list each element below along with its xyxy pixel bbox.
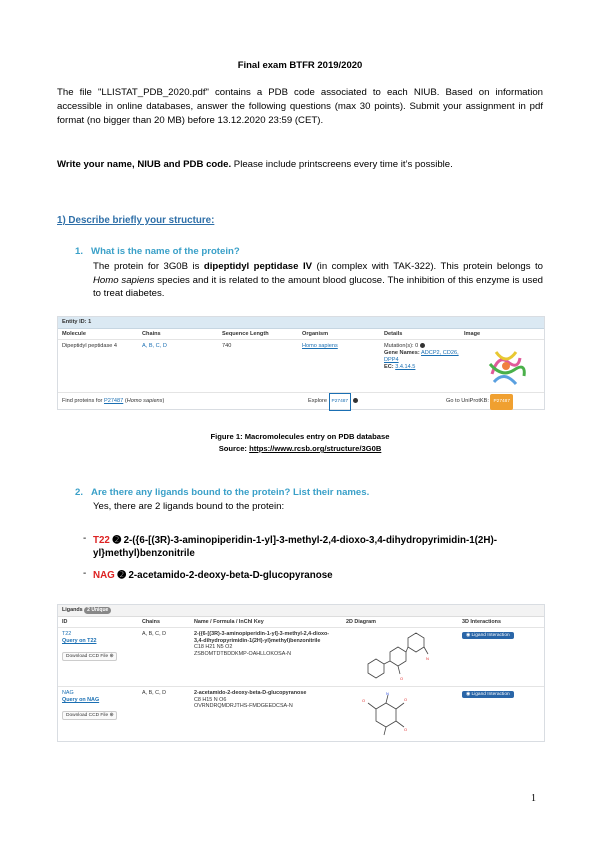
page-number: 1 — [531, 793, 536, 804]
ligand-table-header — [58, 605, 544, 617]
source-link[interactable]: https://www.rcsb.org/structure/3G0B — [249, 444, 382, 453]
arrow-icon: ➋ — [112, 535, 121, 546]
question-2 — [75, 487, 369, 498]
protein-ribbon-image — [490, 352, 524, 384]
molecule-structure — [368, 695, 404, 735]
info-icon[interactable] — [353, 398, 358, 403]
unique-badge: 2 Unique — [84, 607, 111, 614]
query-link[interactable]: Query on T22 — [62, 638, 97, 644]
col-id: ID — [62, 619, 68, 625]
button-label: Ligand Interaction — [471, 633, 510, 638]
col-details: Details — [384, 331, 403, 337]
entity-table-footer — [58, 393, 544, 409]
figure-1-source — [0, 444, 600, 453]
ligand-id[interactable]: T22 — [62, 631, 72, 637]
ec-link[interactable]: 3.4.14.5 — [395, 364, 416, 370]
arrow-icon: ➋ — [117, 570, 126, 581]
col-chains: Chains — [142, 619, 160, 625]
ligand-full-name: 2-acetamido-2-deoxy-beta-D-glucopyranose — [194, 690, 307, 696]
download-label: Download CCD File — [66, 654, 109, 659]
question-1-text: What is the name of the protein? — [91, 246, 240, 257]
ligand-full-name: 2-({6-[(3R)-3-aminopiperidin-1-yl]-3-methyl-2,4-dioxo-3,4-dihydropyrimidin-1(2H)-yl}methyl)benzonitrile — [194, 631, 330, 644]
answer-1-part-a: The protein for 3G0B is — [93, 261, 204, 272]
protein-structure-thumbnail[interactable] — [486, 344, 526, 388]
atom-label: O — [362, 698, 366, 703]
question-1-number: 1. — [75, 246, 84, 257]
atom-label: O — [404, 727, 408, 732]
ligand-table-screenshot — [57, 604, 545, 742]
ec-label: EC: — [384, 364, 394, 370]
mutation-text: Mutation(s): 0 — [384, 343, 419, 349]
ligand-chains: A, B, C, D — [142, 631, 166, 637]
ligand-chains: A, B, C, D — [142, 690, 166, 696]
instructions-bold: Write your name, NIUB and PDB code. — [57, 159, 232, 170]
explore — [308, 393, 358, 411]
answer-1-part-c: species and it is related to the amount blood glucose. The inhibition of this enzyme is used to treat diabetes. — [93, 274, 543, 299]
ligand-id-cell — [62, 690, 99, 704]
explore-label: Explore — [308, 398, 327, 404]
table-row — [58, 628, 544, 687]
explore-button[interactable]: P27487 — [329, 393, 352, 411]
section-heading: 1) Describe briefly your structure: — [57, 215, 215, 226]
uniprot-button[interactable]: P27487 — [490, 394, 513, 410]
question-2-text: Are there any ligands bound to the protein? List their names. — [91, 487, 370, 498]
ligand-id[interactable]: NAG — [62, 690, 74, 696]
col-2d: 2D Diagram — [346, 619, 376, 625]
question-2-number: 2. — [75, 487, 84, 498]
col-3d: 3D Interactions — [462, 619, 501, 625]
col-chains: Chains — [142, 331, 161, 337]
intro-paragraph: The file "LLISTAT_PDB_2020.pdf" contains a PDB code associated to each NIUB. Based on information accessible in online databases, answer the following questions (max 30 points). Submit your assignment in pdf format (no bigger than 20 MB) before 13.12.2020 23:59 (CET). — [57, 87, 543, 126]
go-to-uniprot-label: Go to UniProtKB: — [446, 398, 489, 404]
col-organism: Organism — [302, 331, 329, 337]
instructions-rest: Please include printscreens every time it’s possible. — [231, 159, 453, 170]
molecule-name: Dipeptidyl peptidase 4 — [62, 343, 118, 349]
button-label: Ligand Interaction — [471, 692, 510, 697]
answer-1-species: Homo sapiens — [93, 274, 155, 286]
answer-2: Yes, there are 2 ligands bound to the protein: — [93, 501, 285, 512]
ligand-item — [83, 568, 333, 582]
table-row — [58, 687, 544, 741]
query-link[interactable]: Query on NAG — [62, 697, 100, 703]
ligand-code: T22 — [93, 535, 110, 546]
ligand-item — [83, 533, 543, 560]
ligand-interaction-button[interactable]: ◉ Ligand Interaction — [462, 691, 514, 698]
entity-table-columns — [58, 329, 544, 340]
molecule-structure — [368, 633, 428, 678]
info-icon[interactable] — [420, 343, 425, 348]
entity-table-screenshot — [57, 316, 545, 410]
download-ccd-button[interactable]: Download CCD File ⊕ — [62, 652, 117, 661]
details-cell — [384, 343, 460, 371]
col-name: Name / Formula / InChI Key — [194, 619, 264, 625]
ligand-table-title: Ligands — [62, 607, 83, 613]
ligand-name: 2-({6-[(3R)-3-aminopiperidin-1-yl]-3-methyl-2,4-dioxo-3,4-dihydropyrimidin-1(2H)-yl}methyl)benzonitrile — [93, 535, 497, 559]
ligand-formula: C8 H15 N O6 — [194, 696, 227, 703]
col-image: Image — [464, 331, 481, 337]
download-ccd-button[interactable]: Download CCD File ⊕ — [62, 711, 117, 720]
ligand-name-cell — [194, 690, 334, 710]
col-molecule: Molecule — [62, 331, 86, 337]
footer-species: Homo sapiens — [126, 398, 163, 404]
answer-1-protein: dipeptidyl peptidase IV — [203, 261, 313, 272]
gene-names-links[interactable]: ADCP2, CD26, DPP4 — [384, 350, 459, 363]
question-1 — [75, 246, 240, 257]
nag-2d-diagram — [358, 689, 418, 739]
download-label: Download CCD File — [66, 713, 109, 718]
document-title: Final exam BTFR 2019/2020 — [237, 60, 363, 71]
atom-label: O — [400, 676, 404, 681]
col-length: Sequence Length — [222, 331, 269, 337]
ligand-name-cell — [194, 631, 334, 657]
organism-link[interactable]: Homo sapiens — [302, 343, 338, 349]
sequence-length: 740 — [222, 343, 232, 349]
t22-2d-diagram — [350, 630, 430, 684]
atom-label: N — [426, 656, 429, 661]
entity-row — [58, 340, 544, 393]
chains-link[interactable]: A, B, C, D — [142, 343, 167, 349]
ligand-interaction-button[interactable]: ◉ Ligand Interaction — [462, 632, 514, 639]
ligand-code: NAG — [93, 570, 115, 581]
entity-table-header: Entity ID: 1 — [58, 317, 544, 329]
instructions-paragraph — [57, 158, 543, 172]
ligand-inchi: ZSBOMTDTBDDKMP-OAHLLOKOSA-N — [194, 650, 292, 657]
ligand-inchi: OVRNDRQMDRJTHS-FMDGEEDCSA-N — [194, 703, 293, 709]
find-proteins-label: Find proteins for — [62, 398, 103, 404]
find-proteins: Find proteins for P27487 (Homo sapiens) — [62, 398, 165, 404]
uniprot-link[interactable]: P27487 — [103, 398, 124, 404]
ligand-formula: C18 H21 N5 O2 — [194, 644, 233, 650]
ligand-id-cell — [62, 631, 96, 645]
figure-1-caption: Figure 1: Macromolecules entry on PDB database — [210, 432, 390, 441]
source-label: Source: — [218, 444, 247, 453]
ligand-table-columns — [58, 617, 544, 628]
atom-label: O — [404, 697, 408, 702]
answer-1-part-b: (in complex with TAK-322). This protein belongs to — [312, 261, 543, 272]
ligand-name: 2-acetamido-2-deoxy-beta-D-glucopyranose — [128, 570, 333, 581]
atom-label: N — [386, 691, 389, 696]
gene-names-label: Gene Names: — [384, 350, 420, 356]
answer-1 — [93, 260, 543, 301]
list-dash: - — [83, 568, 87, 579]
go-to-uniprot — [446, 393, 513, 410]
list-dash: - — [83, 533, 87, 544]
